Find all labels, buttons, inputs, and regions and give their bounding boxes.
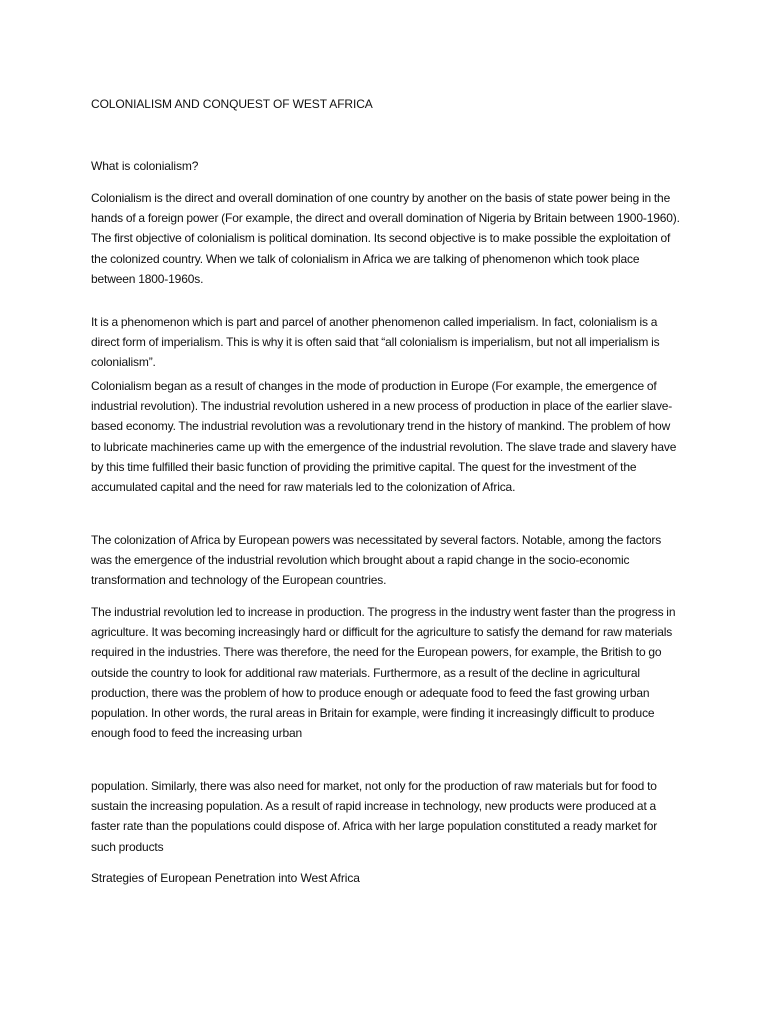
document-title: COLONIALISM AND CONQUEST OF WEST AFRICA <box>91 97 373 111</box>
paragraph-market: population. Similarly, there was also need for market, not only for the production of raw materials but for food to sustain the increasing population. As a result of rapid increase in technology, new products were produced at a faster rate than the populations could dispose of. Africa with her large population constituted a ready market for such products <box>91 779 658 854</box>
paragraph-production: The industrial revolution led to increase in production. The progress in the industry went faster than the progress in agriculture. It was becoming increasingly hard or difficult for the agriculture to satisfy the demand for raw materials required in the industries. There was therefore, the need for the European powers, for example, the British to go outside the country to look for additional raw materials. Furthermore, as a result of the decline in agricultural production, there was the problem of how to produce enough or adequate food to feed the fast growing urban population. In other words, the rural areas in Britain for example, were finding it increasingly difficult to produce enough food to feed the increasing urban <box>91 605 676 741</box>
section-subheading: Strategies of European Penetration into West Africa <box>91 871 360 885</box>
paragraph-industrial-revolution: Colonialism began as a result of changes in the mode of production in Europe (For example, the emergence of industrial revolution). The industrial revolution ushered in a new process of production in place of the earlier slave-based economy. The industrial revolution was a revolutionary trend in the history of mankind. The problem of how to lubricate machineries came up with the emergence of the industrial revolution. The slave trade and slavery have by this time fulfilled their basic function of providing the primitive capital. The quest for the investment of the accumulated capital and the need for raw materials led to the colonization of Africa. <box>91 379 677 495</box>
paragraph-factors: The colonization of Africa by European powers was necessitated by several factors. Notable, among the factors was the emergence of the industrial revolution which brought about a rapid change in the socio-economic transformation and technology of the European countries. <box>91 533 662 588</box>
question-heading: What is colonialism? <box>91 159 199 173</box>
paragraph-imperialism: It is a phenomenon which is part and parcel of another phenomenon called imperialism. In fact, colonialism is a direct form of imperialism. This is why it is often said that “all colonialism is imperialism, but not all imperialism is colonialism”. <box>91 315 660 370</box>
paragraph-definition: Colonialism is the direct and overall domination of one country by another on the basis of state power being in the hands of a foreign power (For example, the direct and overall domination of Nigeria by Britain between 1900-1960). The first objective of colonialism is political domination. Its second objective is to make possible the exploitation of the colonized country. When we talk of colonialism in Africa we are talking of phenomenon which took place between 1800-1960s. <box>91 191 680 286</box>
